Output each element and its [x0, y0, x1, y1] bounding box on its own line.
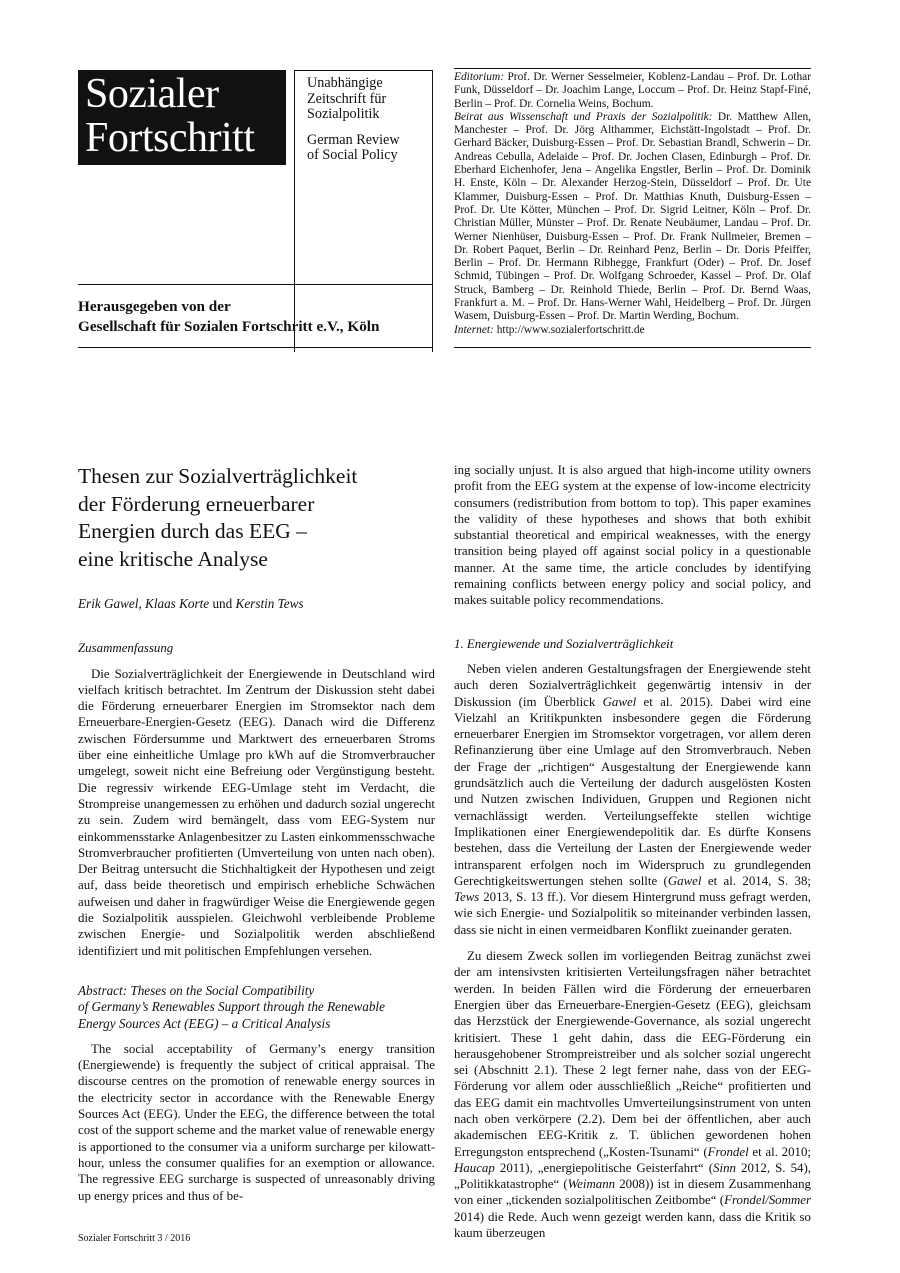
publisher-line-2: Gesellschaft für Sozialen Fortschritt e.V., Köln — [78, 318, 380, 335]
masthead-top-rule — [294, 70, 432, 71]
beirat-label: Beirat aus Wissenschaft und Praxis der Sozialpolitik: — [454, 110, 713, 123]
author-tews: Kerstin Tews — [235, 596, 304, 611]
publisher-top-rule — [78, 284, 432, 285]
citation: Haucap — [454, 1160, 495, 1175]
title-line: Thesen zur Sozialverträglichkeit — [78, 464, 358, 488]
citation: Weimann — [567, 1177, 616, 1192]
abstract-text: The social acceptability of Germany’s energy transition (Energiewende) is frequently the subject of critical appraisal. The discourse centres on the promotion of renewable energy sources in the electricity sector in accordance with the Renewable Energy Sources Act (EEG). Under the EEG, the difference between the total cost of the support scheme and the market value of renewable energy is apportioned to the consumer via a uniform surcharge per kilowatt-hour, unless the consumer qualifies for an exemption or allowance. The regressive EEG surcharge is suspected of unreasonably driving up energy prices and thus of be- — [78, 1041, 435, 1203]
section-1-paragraph-2: Zu diesem Zweck sollen im vorliegenden Beitrag zunächst zwei der am intensivsten kritisierten Verteilungsfragen näher betrachtet werden. In beiden Fällen wird die Förderung der erneuerbaren Energien über das Erneuerbare-Energien-Gesetz (EEG), gleichsam das Herzstück der Energiewende-Governance, als sozial ungerecht kritisiert. These 1 geht dahin, dass die EEG-Förderung ein herausgehobener Strompreistreiber und als solcher sozial ungerecht sei (Abschnitt 2.1). These 2 legt ferner nahe, dass von der EEG-Förderung vor allem oder ausschließlich „Reiche“ profitierten und das EEG damit ein machtvolles Umverteilungsinstrument von unten nach oben verkörpere (2.2). Dem bei der öffentlichen, aber auch akademischen EEG-Kritik z. T. üblichen gewordenen hohen Erregungston entsprechend („Kosten-Tsunami“ (Frondel et al. 2010; Haucap 2011), „energiepolitische Geisterfahrt“ (Sinn 2012, S. 54), „Politikkatastrophe“ (Weimann 2008)) ist in diesem Zusammenhang von einer „tickenden sozialpolitischen Zeitbombe“ (Frondel/Sommer 2014) die Rede. Auch wenn gezeigt werden kann, dass die Kritik so kaum überzeugen — [454, 949, 811, 1241]
abstract-text-continued: ing socially unjust. It is also argued that high-income utility owners profit from the EEG system at the expense of low-income electricity consumers (redistribution from bottom to top). This paper examines the validity of these hypotheses and shows that both exhibit substantial theoretical and empirical weaknesses, with the energy transition being played off against social policy in a questionable manner. At the same time, the article concludes by identifying remaining conflicts between energy policy and social policy, and makes suitable policy recommendations. — [454, 463, 811, 608]
tagline-de-2: Zeitschrift für — [307, 90, 387, 107]
title-line: eine kritische Analyse — [78, 546, 268, 571]
internet-link[interactable]: http://www.sozialerfortschritt.de — [493, 323, 645, 336]
editors-bottom-rule — [454, 347, 811, 348]
section-1-heading: 1. Energiewende und Sozialverträglichkeit — [454, 636, 674, 651]
abstract-heading — [78, 983, 435, 1032]
tagline-de-3: Sozialpolitik — [307, 106, 380, 122]
summary-text: Die Sozialverträglichkeit der Energiewende in Deutschland wird vielfach kritisch betrachtet. Im Zentrum der Diskussion steht dabei die Förderung erneuerbarer Energien im Stromsektor nach dem Erneuerbare-Energien-Gesetz (EEG). Danach wird die Differenz zwischen Fördersumme und Marktwert des erneuerbaren Stroms über eine einheitliche Umlage pro kWh auf die Stromverbraucher umgelegt, soweit nicht eine Befreiung oder Vergünstigung besteht. Die regressiv wirkende EEG-Umlage steht im Verdacht, die Strompreise unangemessen zu erhöhen und dadurch sozial ungerecht zu sein. Zudem wird bemängelt, dass vom EEG-System nur einkommensstarke Anlagenbesitzer zu Lasten einkommensschwache Stromverbraucher profitierten (Umverteilung von unten nach oben). Der Beitrag untersucht die Stichhaltigkeit der Hypothesen und zeigt auf, dass beide theoretisch und empirisch erhebliche Schwächen aufweisen und daher in fragwürdiger Weise die Energiewende gegen die Sozialpolitik ausspielen. Gleichwohl verbleibende Probleme zwischen Energie- und Sozialpolitik werden abschließend identifiziert und mit politischen Empfehlungen versehen. — [78, 666, 435, 958]
journal-tagline — [307, 76, 400, 164]
tagline-en-2: of Social Policy — [307, 147, 398, 163]
citation: Gawel — [667, 873, 702, 888]
abstract-section — [78, 983, 435, 1204]
publisher-bottom-rule — [78, 347, 432, 348]
editorium-label: Editorium: — [454, 71, 504, 83]
citation: Frondel — [707, 1144, 749, 1159]
abstract-heading-line: Abstract: Theses on the Social Compatibility — [78, 982, 315, 998]
citation: Gawel — [602, 694, 637, 709]
citation: Frondel/Sommer — [724, 1193, 811, 1208]
logo-line-1: Sozialer — [85, 71, 219, 117]
tagline-en-1: German Review — [307, 131, 400, 148]
citation: Sinn — [713, 1160, 736, 1175]
summary-heading: Zusammenfassung — [78, 641, 174, 656]
author-gawel: Erik Gawel — [78, 596, 139, 611]
tagline-de-1: Unabhängige — [307, 75, 383, 91]
abstract-heading-line: of Germany’s Renewables Support through the Renewable — [78, 999, 385, 1015]
article-authors: Erik Gawel, Klaas Korte und Kerstin Tews — [78, 596, 304, 611]
citation: Tews — [454, 890, 480, 905]
article-title — [78, 463, 435, 573]
beirat-text: Dr. Matthew Allen, Manchester – Prof. Dr. Jörg Althammer, Eichstätt-Ingolstadt – Prof. Dr. Gerhard Bäcker, Duisburg-Essen – Prof. Dr. Sebastian Brandl, Schwerin – Dr. Andreas Cebulla, Adelaide – Prof. Dr. Jochen Clasen, Edinburgh – Prof. Dr. Eberhard Eichenhofer, Jena – Angelika Engstler, Berlin – Prof. Dr. Dominik H. Enste, Köln – Dr. Alexander Herzog-Stein, Düsseldorf – Prof. Dr. Ute Klammer, Duisburg-Essen – Prof. Dr. Matthias Knuth, Duisburg-Essen – Prof. Dr. Ute Kötter, München – Prof. Dr. Sigrid Leitner, Köln – Prof. Dr. Christian Müller, Münster – Prof. Dr. Renate Neubäumer, Landau – Prof. Dr. Werner Nienhüser, Duisburg-Essen – Prof. Dr. Frank Nullmeier, Bremen – Dr. Robert Paquet, Berlin – Dr. Reinhard Penz, Berlin – Dr. Doris Pfeiffer, Berlin – Prof. Dr. Hermann Ribhegge, Frankfurt (Oder) – Prof. Dr. Josef Schmid, Tübingen – Prof. Dr. Wolfgang Schroeder, Kassel – Prof. Dr. Olaf Struck, Bamberg – Dr. Reinhold Thiede, Berlin – Prof. Dr. Bernd Waas, Frankfurt a. M. – Prof. Dr. Hans-Werner Wahl, Heidelberg – Prof. Dr. Jürgen Wasem, Duisburg-Essen – Prof. Dr. Martin Werding, Bochum. — [454, 110, 811, 323]
editorial-board — [454, 71, 811, 337]
editors-top-rule — [454, 68, 811, 69]
abstract-heading-line: Energy Sources Act (EEG) – a Critical Analysis — [78, 1015, 331, 1031]
journal-logo — [78, 70, 286, 165]
editors-divider — [432, 70, 433, 352]
internet-label: Internet: — [454, 323, 494, 336]
author-conjunction: und — [209, 596, 236, 611]
logo-line-2: Fortschritt — [85, 115, 255, 161]
author-korte: Klaas Korte — [145, 596, 210, 611]
article-column-right — [454, 462, 811, 1241]
page-footer: Sozialer Fortschritt 3 / 2016 — [78, 1233, 191, 1244]
publisher-line-1: Herausgegeben von der — [78, 298, 231, 315]
publisher-block — [78, 297, 438, 337]
title-line: Energien durch das EEG – — [78, 519, 307, 543]
article-column-left — [78, 462, 435, 1204]
title-line: der Förderung erneuerbarer — [78, 491, 315, 516]
journal-logo-text — [85, 72, 255, 160]
editorium-text: Prof. Dr. Werner Sesselmeier, Koblenz-Landau – Prof. Dr. Lothar Funk, Düsseldorf – Dr. Joachim Lange, Loccum – Prof. Dr. Heinz Stapf-Finé, Berlin – Prof. Dr. Cornelia Weins, Bochum. — [454, 71, 811, 110]
summary-section — [78, 640, 435, 959]
section-1-paragraph-1: Neben vielen anderen Gestaltungsfragen der Energiewende steht auch deren Sozialverträglichkeit gegenwärtig intensiv in der Diskussion (im Überblick Gawel et al. 2015). Dabei wird eine Vielzahl an Kritikpunkten insbesondere gegen die Förderung erneuerbarer Energien im Stromsektor vorgetragen, vor allem deren Refinanzierung über eine Umlage auf den Stromverbrauch. Neben der Frage der „richtigen“ Ausgestaltung der Energiewende kann grundsätzlich auch die Verteilung der dadurch ausgelösten Kosten und Nutzen zwischen Individuen, Gruppen und Regionen nicht vernachlässigt werden. Verteilungseffekte stellen wichtige Implikationen einer Energiewendepolitik dar. Es dürfte Konsens bestehen, dass die Verteilung der Lasten der Energiewende weder intransparent erfolgen noch im Widerspruch zu grundlegenden Gerechtigkeitswertungen stehen sollte (Gawel et al. 2014, S. 38; Tews 2013, S. 13 ff.). Vor diesem Hintergrund muss gefragt werden, wie sich Energie- und Sozialpolitik so miteinander verbinden lassen, dass sie nicht in einen vermeidbaren Konflikt zueinander geraten. — [454, 661, 811, 937]
